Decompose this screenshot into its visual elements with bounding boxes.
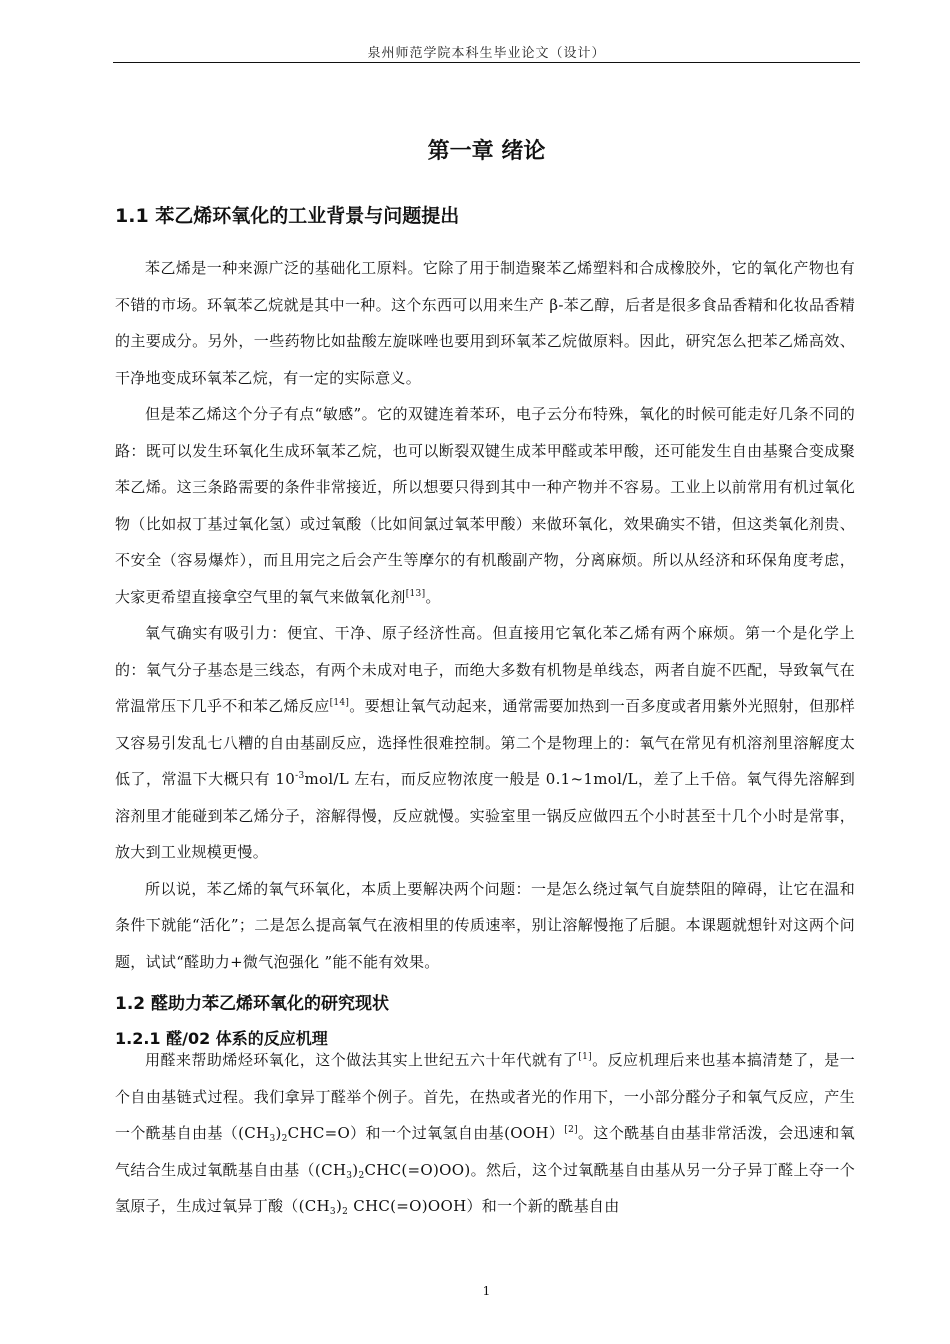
chapter-title: 第一章 绪论 [427, 139, 546, 164]
citation-14: [14] [329, 698, 350, 708]
paragraph-3-text-c: mol/L 左右，而反应物浓度一般是 0.1~1mol/L，差了上千倍。氧气得先溶解到溶剂里才能碰到苯乙烯分子，溶解得慢，反应就慢。实验室里一锅反应做四五个小时甚至十几个小时是常事，放大到工业规模更慢。 [115, 770, 855, 861]
subscript: 2 [358, 1170, 365, 1181]
paragraph-2 [115, 396, 855, 615]
paragraph-5-text-i: CHC(=O)OOH）和一个新的酰基自由 [348, 1197, 620, 1215]
subscript: 3 [346, 1170, 353, 1181]
subscript: 3 [269, 1134, 276, 1144]
paragraph-3-text-b: 。要想让氧气动起来，通常需要加热到一百多度或者用紫外光照射，但那样又容易引发乱七八糟的自由基副反应，选择性很难控制。第二个是物理上的：氧气在常见有机溶剂里溶解度太低了，常温下大概只有 10 [115, 697, 855, 788]
section-heading-1-1: 1.1 苯乙烯环氧化的工业背景与问题提出 [115, 205, 460, 227]
citation-2: [2] [564, 1125, 578, 1135]
paragraph-5-text-h: ) [335, 1197, 343, 1215]
paragraph-3-text-a: 氧气确实有吸引力：便宜、干净、原子经济性高。但直接用它氧化苯乙烯有两个麻烦。第一个是化学上的：氧气分子基态是三线态，有两个未成对电子，而绝大多数有机物是单线态，两者自旋不匹配，导致氧气在常温常压下几乎不和苯乙烯反应 [115, 624, 855, 715]
section-1-2-1-body [115, 1042, 855, 1225]
section-heading-1-2-1: 1.2.1 醛/02 体系的反应机理 [115, 1029, 328, 1048]
paragraph-3 [115, 615, 855, 871]
paragraph-5-text-b: 。反应机理后来也基本搞清楚了，是一个自由基链式过程。我们拿异丁醛举个例子。首先，在热或者光的作用下，一小部分醛分子和氧气反应，产生一个酰基自由基（(CH [115, 1051, 855, 1142]
paragraph-5-text-e: 。这个酰基自由基非常活泼，会迅速和氧气结合生成过氧酰基自由基（(CH [115, 1124, 855, 1179]
citation-1: [1] [578, 1052, 592, 1062]
paragraph-2-end: 。 [425, 587, 441, 606]
section-heading-1-2: 1.2 醛助力苯乙烯环氧化的研究现状 [115, 994, 390, 1014]
paragraph-2-text: 但是苯乙烯这个分子有点“敏感”。它的双键连着苯环，电子云分布特殊，氧化的时候可能走好几条不同的路：既可以发生环氧化生成环氧苯乙烷，也可以断裂双键生成苯甲醛或苯甲酸，还可能发生自由基聚合变成聚苯乙烯。这三条路需要的条件非常接近，所以想要只得到其中一种产物并不容易。工业上以前常用有机过氧化物（比如叔丁基过氧化氢）或过氧酸（比如间氯过氧苯甲酸）来做环氧化，效果确实不错，但这类氧化剂贵、不安全（容易爆炸），而且用完之后会产生等摩尔的有机酸副产物，分离麻烦。所以从经济和环保角度考虑，大家更希望直接拿空气里的氧气来做氧化剂 [115, 405, 855, 606]
paragraph-5-text-g: CHC(=O)OO)。然后，这个过氧酰基自由基从另一分子异丁醛上夺一个氢原子，生成过氧异丁酸（(CH [115, 1160, 855, 1215]
paragraph-5-text-a: 用醛来帮助烯烃环氧化，这个做法其实上世纪五六十年代就有了 [145, 1051, 579, 1069]
subscript: 3 [329, 1207, 336, 1217]
paragraph-1: 苯乙烯是一种来源广泛的基础化工原料。它除了用于制造聚苯乙烯塑料和合成橡胶外，它的氧化产物也有不错的市场。环氧苯乙烷就是其中一种。这个东西可以用来生产 β-苯乙醇，后者是很多食品香精和化妆品香精的主要成分。另外，一些药物比如盐酸左旋咪唑也要用到环氧苯乙烷做原料。因此，研究怎么把苯乙烯高效、干净地变成环氧苯乙烷，有一定的实际意义。 [115, 259, 855, 387]
header-rule [113, 62, 860, 63]
paragraph-5-text-d: CHC=O）和一个过氧氢自由基(OOH） [287, 1124, 565, 1142]
paragraph-5-text-f: ) [352, 1160, 359, 1179]
page-header: 泉州师范学院本科生毕业论文（设计） [367, 46, 606, 61]
section-1-1-body [115, 250, 855, 980]
paragraph-5-text-c: ) [275, 1124, 282, 1142]
page-number: 1 [482, 1284, 491, 1298]
subscript: 2 [281, 1134, 288, 1144]
citation-13: [13] [405, 588, 426, 599]
paragraph-4: 所以说，苯乙烯的氧气环氧化，本质上要解决两个问题：一是怎么绕过氧气自旋禁阻的障碍，让它在温和条件下就能“活化”；二是怎么提高氧气在液相里的传质速率，别让溶解慢拖了后腿。本课题就想针对这两个问题，试试“醛助力+微气泡强化 ”能不能有效果。 [115, 879, 855, 971]
subscript: 2 [342, 1207, 349, 1217]
paragraph-5 [115, 1042, 855, 1225]
exponent: -3 [295, 771, 305, 781]
